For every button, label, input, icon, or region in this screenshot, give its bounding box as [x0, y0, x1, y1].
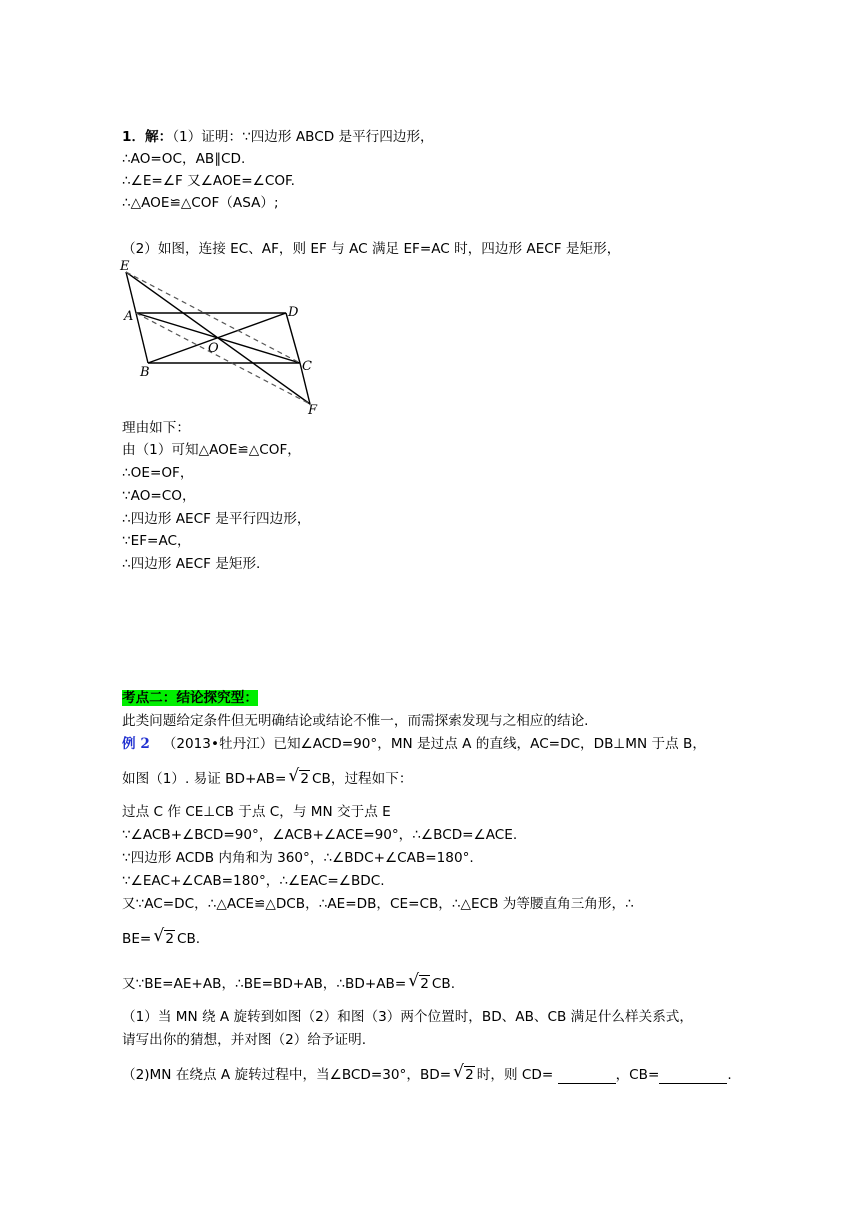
text: CB. — [176, 931, 201, 947]
sqrt-expression: √ 2 — [153, 926, 174, 947]
conclusion-line — [122, 971, 456, 993]
label-f: F — [308, 403, 318, 418]
reason-line: ∵EF=AC， — [122, 533, 191, 549]
reason-line: ∴四边形 AECF 是平行四边形， — [122, 511, 311, 527]
answer-blank-cd[interactable] — [558, 1069, 616, 1084]
figure1-line — [122, 766, 413, 788]
sqrt-expression: √ 2 — [453, 1062, 474, 1083]
label-o: O — [208, 341, 219, 356]
example-label: 例 2 — [122, 736, 150, 752]
section-description: 此类问题给定条件但无明确结论或结论不惟一，而需探索发现与之相应的结论. — [122, 713, 589, 729]
proof-line: ∵四边形 ACDB 内角和为 360°，∴∠BDC+∠CAB=180°. — [122, 850, 474, 866]
highlighted-heading: 考点二：结论探究型： — [122, 690, 258, 706]
text: 又∵BE=AE+AB，∴BE=BD+AB，∴BD+AB= — [122, 976, 407, 992]
example-text: （2013•牡丹江）已知∠ACD=90°，MN 是过点 A 的直线，AC=DC，DB⊥MN 于点 B， — [162, 736, 706, 752]
text: . — [727, 1067, 732, 1083]
reason-line: ∵AO=CO， — [122, 488, 196, 504]
parallelogram-figure — [118, 258, 318, 418]
sqrt-expression: √ 2 — [408, 971, 429, 992]
reason-line: ∴OE=OF， — [122, 465, 194, 481]
question1-line1: （1）当 MN 绕 A 旋转到如图（2）和图（3）两个位置时，BD、AB、CB 满足什么样关系式， — [122, 1009, 693, 1025]
reason-line: 由（1）可知△AOE≌△COF， — [122, 442, 301, 458]
question1-line2: 请写出你的猜想，并对图（2）给予证明. — [122, 1032, 367, 1048]
segment-ba — [136, 313, 148, 363]
solution-text: （1）证明：∵四边形 ABCD 是平行四边形， — [172, 129, 434, 145]
proof-line: 又∵AC=DC，∴△ACE≌△DCB，∴AE=DB，CE=CB，∴△ECB 为等腰直角三角形，∴ — [122, 896, 634, 912]
sqrt-arg: 2 — [420, 976, 429, 992]
be-line — [122, 926, 201, 948]
text: 如图（1）. 易证 BD+AB= — [122, 771, 287, 787]
text: CB，过程如下： — [312, 771, 413, 787]
label-d: D — [288, 305, 299, 320]
solution-line-1 — [122, 128, 434, 146]
sqrt-arg: 2 — [165, 931, 174, 947]
text: ，CB= — [615, 1067, 660, 1083]
proof-line: ∵∠ACB+∠BCD=90°，∠ACB+∠ACE=90°，∴∠BCD=∠ACE. — [122, 827, 518, 843]
label-a: A — [124, 309, 134, 324]
example-line — [122, 735, 706, 753]
label-b: B — [140, 365, 150, 380]
text: 时，则 CD= — [476, 1067, 558, 1083]
sqrt-arg: 2 — [300, 771, 310, 787]
solution-line-4: ∴△AOE≌△COF（ASA）; — [122, 195, 279, 211]
section-heading — [122, 689, 258, 707]
text: CB. — [431, 976, 456, 992]
reason-line: ∴四边形 AECF 是矩形. — [122, 556, 261, 572]
solution-line-3: ∴∠E=∠F 又∠AOE=∠COF. — [122, 173, 295, 189]
problem-number: 1．解： — [122, 129, 173, 145]
question2-line — [122, 1062, 732, 1084]
sqrt-arg: 2 — [465, 1067, 474, 1083]
text: （2)MN 在绕点 A 旋转过程中，当∠BCD=30°，BD= — [122, 1067, 452, 1083]
reason-line: 理由如下： — [122, 420, 190, 436]
answer-blank-cb[interactable] — [659, 1069, 727, 1084]
proof-line: 过点 C 作 CE⊥CB 于点 C，与 MN 交于点 E — [122, 804, 391, 820]
label-e: E — [120, 259, 130, 274]
solution-line-2: ∴AO=OC，AB∥CD. — [122, 151, 246, 167]
label-c: C — [302, 359, 312, 374]
segment-ef — [126, 272, 310, 404]
segment-dc — [286, 313, 300, 363]
text: BE= — [122, 931, 152, 947]
sqrt-expression: √ 2 — [288, 766, 310, 787]
part2-intro: （2）如图，连接 EC、AF，则 EF 与 AC 满足 EF=AC 时，四边形 AECF 是矩形， — [122, 241, 621, 257]
proof-line: ∵∠EAC+∠CAB=180°，∴∠EAC=∠BDC. — [122, 873, 385, 889]
